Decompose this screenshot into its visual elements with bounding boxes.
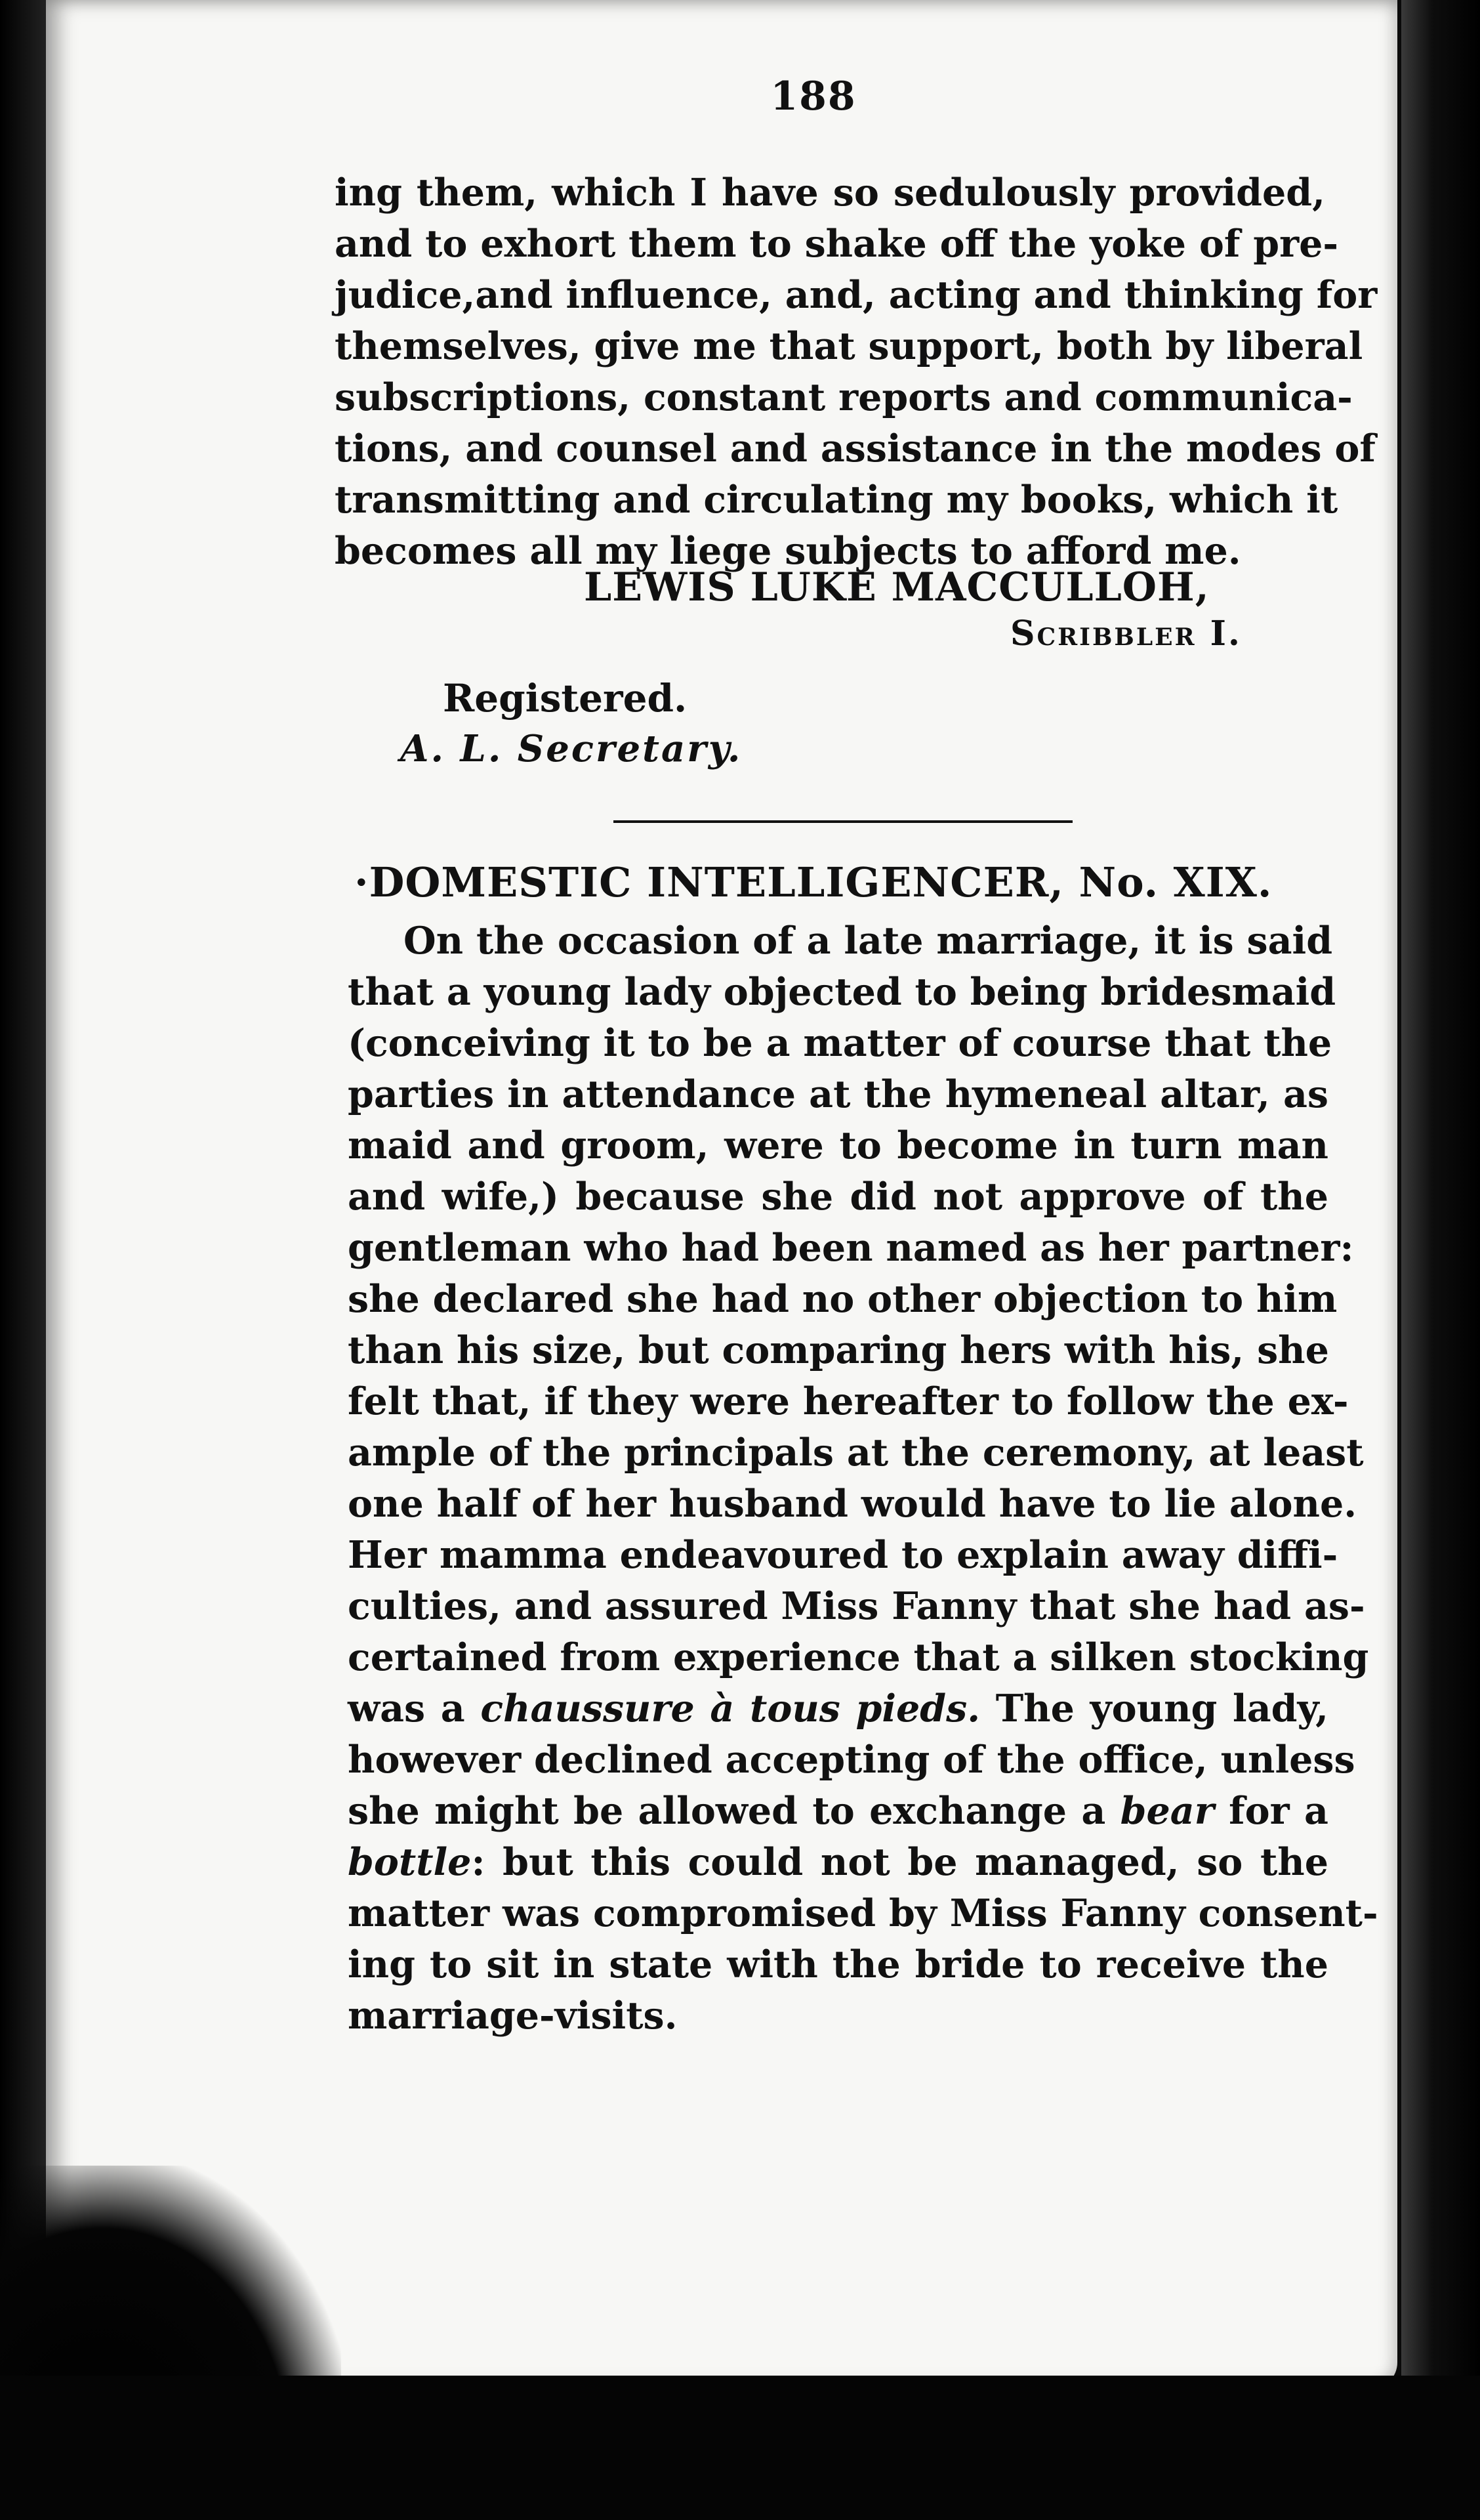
text-line: [348, 1325, 1328, 1376]
secretary-note: A. L. Secretary.: [400, 727, 743, 770]
text-segment: ing to sit in state with the bride to receive the: [348, 1942, 1328, 1986]
text-line: [348, 1786, 1328, 1837]
intro-paragraph: [335, 167, 1378, 577]
text-segment: (conceiving it to be a matter of course that the: [348, 1021, 1332, 1065]
text-line: judice,and influence, and, acting and thinking for: [335, 273, 1378, 317]
text-segment: she might be allowed to exchange a: [348, 1789, 1120, 1833]
text-line: [348, 1632, 1369, 1683]
page-number: 188: [770, 74, 857, 119]
scan-bottom-edge: [0, 2376, 1480, 2520]
text-segment: marriage-visits.: [348, 1994, 678, 2038]
text-segment: culties, and assured Miss Fanny that she had as-: [348, 1584, 1365, 1628]
text-segment: ample of the principals at the ceremony, at least: [348, 1431, 1364, 1475]
signature-title: Scribbler I.: [1010, 614, 1243, 654]
text-segment: she declared she had no other objection to him: [348, 1277, 1338, 1321]
text-segment: for a: [1214, 1789, 1328, 1833]
text-line: [348, 1683, 1328, 1734]
text-segment: Her mamma endeavoured to explain away diffi-: [348, 1533, 1338, 1577]
text-segment: than his size, but comparing hers with his, she: [348, 1328, 1329, 1372]
text-segment: however declined accepting of the office, unless: [348, 1738, 1355, 1782]
text-segment: gentleman who had been named as her partner:: [348, 1226, 1354, 1270]
italic-segment: chaussure à tous pieds.: [480, 1687, 981, 1731]
text-line: [348, 1837, 1328, 1888]
text-segment: On the occasion of a late marriage, it is said: [403, 919, 1333, 963]
text-segment: : but this could not be managed, so the: [471, 1840, 1328, 1884]
text-line: [348, 1018, 1332, 1069]
text-line: [348, 1530, 1338, 1581]
text-line: tions, and counsel and assistance in the modes of: [335, 427, 1376, 471]
text-segment: that a young lady objected to being bridesmaid: [348, 970, 1336, 1014]
registered-note: Registered.: [443, 676, 688, 721]
text-line: ing them, which I have so sedulously provided,: [335, 171, 1325, 215]
text-line: [348, 1274, 1338, 1325]
text-segment: and wife,) because she did not approve of the: [348, 1175, 1328, 1219]
text-line: and to exhort them to shake off the yoke of pre-: [335, 222, 1339, 266]
text-segment: matter was compromised by Miss Fanny consent-: [348, 1891, 1378, 1935]
text-segment: The young lady,: [980, 1687, 1328, 1731]
text-line: [348, 1990, 1328, 2042]
text-segment: felt that, if they were hereafter to follow the ex-: [348, 1379, 1349, 1423]
text-segment: was a: [348, 1687, 481, 1731]
text-line: [348, 967, 1336, 1018]
text-line: transmitting and circulating my books, which it: [335, 478, 1338, 522]
book-page: [46, 0, 1397, 2389]
italic-segment: bear: [1120, 1789, 1214, 1833]
text-line: [348, 1069, 1328, 1120]
signature-name: LEWIS LUKE MACCULLOH,: [584, 564, 1210, 610]
text-line: [348, 1376, 1349, 1427]
text-line: [348, 1939, 1328, 1990]
text-segment: maid and groom, were to become in turn man: [348, 1124, 1328, 1167]
text-line: [348, 1581, 1365, 1632]
page-edge: [1401, 0, 1480, 2520]
text-line: [348, 1223, 1354, 1274]
text-line: [348, 1427, 1364, 1479]
text-segment: parties in attendance at the hymeneal altar, as: [348, 1072, 1328, 1116]
italic-segment: bottle: [348, 1840, 472, 1884]
text-line: themselves, give me that support, both by liberal: [335, 324, 1363, 368]
text-line: [348, 1171, 1328, 1223]
text-segment: one half of her husband would have to lie alone.: [348, 1482, 1357, 1526]
text-line: [348, 915, 1333, 967]
text-line: subscriptions, constant reports and communica-: [335, 375, 1353, 419]
text-line: becomes all my liege subjects to afford me.: [335, 529, 1241, 573]
text-line: [348, 1734, 1355, 1786]
section-heading: ·DOMESTIC INTELLIGENCER, No. XIX.: [354, 858, 1273, 906]
text-line: [348, 1888, 1378, 1939]
text-line: [348, 1120, 1328, 1171]
section-divider: [613, 820, 1073, 823]
body-paragraph: [348, 915, 1378, 2042]
text-line: [348, 1479, 1357, 1530]
text-segment: certained from experience that a silken stocking: [348, 1635, 1369, 1679]
